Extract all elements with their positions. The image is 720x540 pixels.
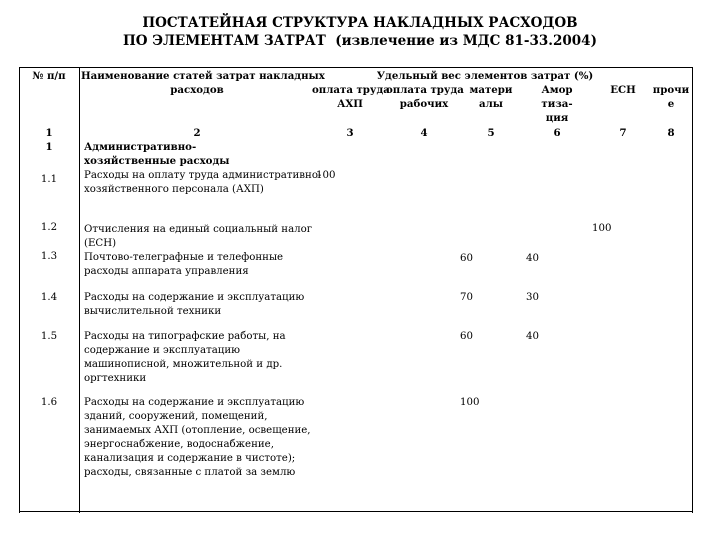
row-1-6-name-line5: канализация и содержание в чистоте); xyxy=(84,453,296,464)
header-col3-line2: АХП xyxy=(337,98,363,110)
row-1-3-col5: 60 xyxy=(460,253,473,264)
row-1-3-name-line2: расходы аппарата управления xyxy=(84,266,249,277)
row-1-5-name-line3: машинописной, множительной и др. xyxy=(84,359,283,370)
header-col6-line1: Амор xyxy=(541,84,573,96)
header-col7: ЕСН xyxy=(610,84,636,96)
row-1-2-name-line1: Отчисления на единый социальный налог xyxy=(84,224,313,235)
row-1-4-col6: 30 xyxy=(526,292,539,303)
col-number-2: 2 xyxy=(193,127,201,139)
header-col5-line1: матери xyxy=(469,84,513,96)
row-1-3-num: 1.3 xyxy=(40,251,58,262)
row-1-5-name-line2: содержание и эксплуатацию xyxy=(84,345,241,356)
row-1-6-num: 1.6 xyxy=(40,397,58,408)
header-col5-line2: алы xyxy=(479,98,503,110)
row-1-4-num: 1.4 xyxy=(40,292,58,303)
col-number-7: 7 xyxy=(619,127,627,139)
row-1-5-name-line4: оргтехники xyxy=(84,373,147,384)
header-col8-line1: прочи xyxy=(652,84,690,96)
column-divider xyxy=(79,67,80,513)
header-col6-line2: тиза- xyxy=(541,98,573,110)
row-1-6-name-line4: энергоснабжение, водоснабжение, xyxy=(84,439,274,450)
row-1-6-name-line6: расходы, связанные с платой за землю xyxy=(84,467,296,478)
col-number-1: 1 xyxy=(45,127,53,139)
row-1-2-name-line2: (ЕСН) xyxy=(84,238,117,249)
header-col6-line3: ция xyxy=(545,112,569,124)
col-number-6: 6 xyxy=(553,127,561,139)
header-group: Удельный вес элементов затрат (%) xyxy=(376,70,594,82)
col-number-8: 8 xyxy=(667,127,675,139)
row-1-1-num: 1.1 xyxy=(40,174,58,185)
header-num: № п/п xyxy=(32,70,66,82)
document-title xyxy=(0,14,720,50)
table-border-right xyxy=(692,67,693,513)
row-1-2-col7: 100 xyxy=(592,223,612,234)
overhead-table xyxy=(19,67,692,513)
header-col4-line2: рабочих xyxy=(399,98,449,110)
row-1-6-name-line2: зданий, сооружений, помещений, xyxy=(84,411,268,422)
row-1-3-name-line1: Почтово-телеграфные и телефонные xyxy=(84,252,284,263)
title-line-1: ПОСТАТЕЙНАЯ СТРУКТУРА НАКЛАДНЫХ РАСХОДОВ xyxy=(142,15,578,31)
header-col4-line1: оплата труда xyxy=(386,84,464,96)
row-1-1-col3: 100 xyxy=(316,170,336,181)
header-col8-line2: е xyxy=(667,98,675,110)
title-line-2-main: ПО ЭЛЕМЕНТАМ ЗАТРАТ xyxy=(123,33,326,49)
row-1-4-col5: 70 xyxy=(460,292,473,303)
row-1-6-col5: 100 xyxy=(460,397,480,408)
row-1-1-name-line2: хозяйственного персонала (АХП) xyxy=(84,184,264,195)
row-1-5-name-line1: Расходы на типографские работы, на xyxy=(84,331,286,342)
row-1-5-col6: 40 xyxy=(526,331,539,342)
row-1-4-name-line2: вычислительной техники xyxy=(84,306,222,317)
header-name-line1: Наименование статей затрат накладных xyxy=(81,70,325,82)
col-number-4: 4 xyxy=(420,127,428,139)
row-1-3-col6: 40 xyxy=(526,253,539,264)
title-line-2 xyxy=(0,32,720,50)
table-border-bottom xyxy=(19,511,693,512)
row-1-1-name-line1: Расходы на оплату труда административно- xyxy=(84,170,322,181)
row-1-6-name-line1: Расходы на содержание и эксплуатацию xyxy=(84,397,305,408)
title-line-2-source: (извлечение из МДС 81-33.2004) xyxy=(335,33,597,49)
row-1-4-name-line1: Расходы на содержание и эксплуатацию xyxy=(84,292,305,303)
header-col3-line1: оплата труда xyxy=(312,84,390,96)
row-1-6-name-line3: занимаемых АХП (отопление, освещение, xyxy=(84,425,311,436)
row-1-5-col5: 60 xyxy=(460,331,473,342)
row-1-num: 1 xyxy=(45,141,53,153)
col-number-3: 3 xyxy=(346,127,354,139)
header-name-line2: расходов xyxy=(170,84,224,96)
col-number-5: 5 xyxy=(487,127,495,139)
row-1-name-line1: Административно- xyxy=(84,141,197,153)
row-1-5-num: 1.5 xyxy=(40,331,58,342)
table-border-top xyxy=(19,67,693,68)
row-1-2-num: 1.2 xyxy=(40,222,58,233)
row-1-name-line2: хозяйственные расходы xyxy=(84,155,230,167)
